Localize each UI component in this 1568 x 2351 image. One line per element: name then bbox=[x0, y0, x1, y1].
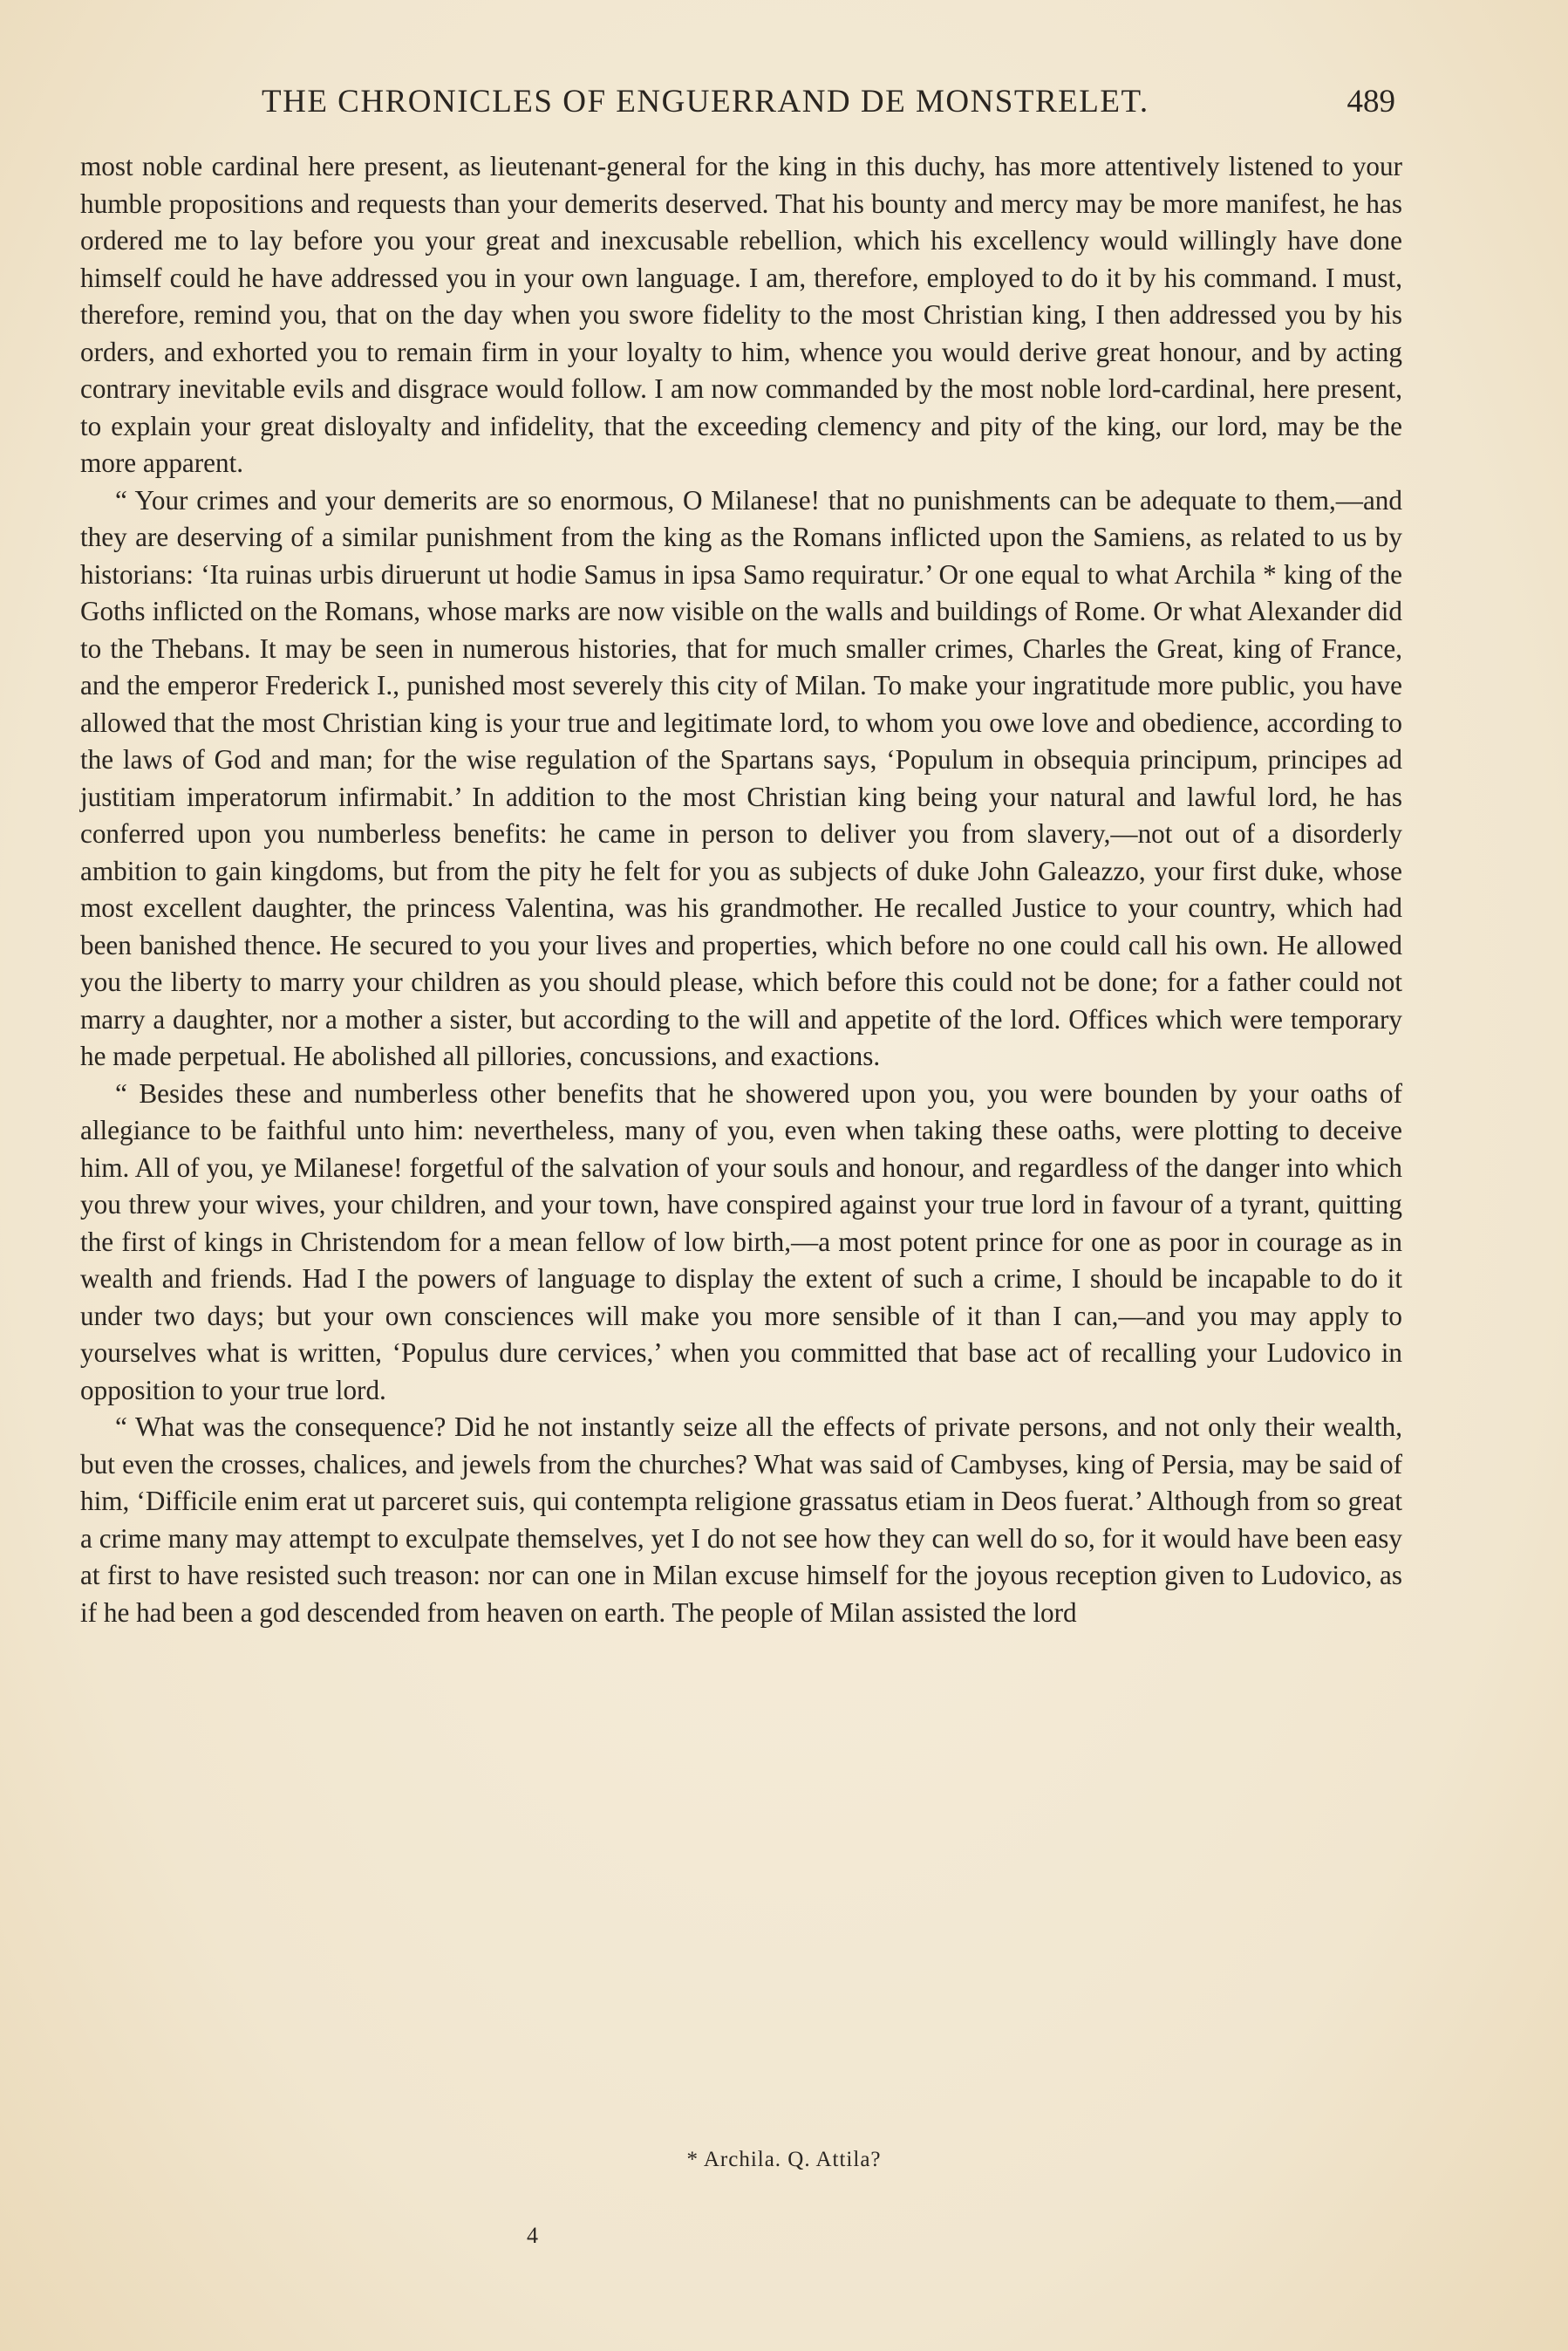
paragraph-4: “ What was the consequence? Did he not instantly seize all the effects of private persons, and not only their wealth, but even the crosses, chalices, and jewels from the churches? What was said of Cambyses, king of Persia, may be said of him, ‘Difficile enim erat ut parceret suis, qui contempta religione grassatus etiam in Deos fuerat.’ Although from so great a crime many may attempt to exculpate themselves, yet I do not see how they can well do so, for it would have been easy at first to have resisted such treason: nor can one in Milan excuse himself for the joyous reception given to Ludovico, as if he had been a god descended from heaven on earth. The people of Milan assisted the lord bbox=[80, 1411, 1402, 1628]
page-number: 489 bbox=[1346, 84, 1395, 120]
paragraph-1: most noble cardinal here present, as lieutenant-general for the king in this duchy, has more attentively listened to your humble propositions and requests than your demerits deserved. That his bounty and mercy may be more manifest, he has ordered me to lay before you your great and inexcusable rebellion, which his excellency would willingly have done himself could he have addressed you in your own language. I am, therefore, employed to do it by his command. I must, therefore, remind you, that on the day when you swore fidelity to the most Christian king, I then addressed you by his orders, and exhorted you to remain firm in your loyalty to him, whence you would derive great honour, and by acting contrary inevitable evils and disgrace would follow. I am now commanded by the most noble lord-cardinal, here present, to explain your great disloyalty and infidelity, that the exceeding clemency and pity of the king, our lord, may be the more apparent. bbox=[80, 151, 1402, 478]
paragraph-2: “ Your crimes and your demerits are so enormous, O Milanese! that no punishments can be adequate to them,—and they are deserving of a similar punishment from the king as the Romans inflicted upon the Samiens, as related to us by historians: ‘Ita ruinas urbis diruerunt ut hodie Samus in ipsa Samo requiratur.’ Or one equal to what Archila * king of the Goths inflicted on the Romans, whose marks are now visible on the walls and buildings of Rome. Or what Alexander did to the Thebans. It may be seen in numerous histories, that for much smaller crimes, Charles the Great, king of France, and the emperor Frederick I., punished most severely this city of Milan. To make your ingratitude more public, you have allowed that the most Christian king is your true and legitimate lord, to whom you owe love and obedience, according to the laws of God and man; for the wise regulation of the Spartans says, ‘Populum in obsequia principum, principes ad justitiam imperatorum infirmabit.’ In addition to the most Christian king being your natural and lawful lord, he has conferred upon you numberless benefits: he came in person to deliver you from slavery,—not out of a disorderly ambition to gain kingdoms, but from the pity he felt for you as subjects of duke John Galeazzo, your first duke, whose most excellent daughter, the princess Valentina, was his grandmother. He recalled Justice to your country, which had been banished thence. He secured to you your lives and properties, which before no one could call his own. He allowed you the liberty to marry your children as you should please, which before this could not be done; for a father could not marry a daughter, nor a mother a sister, but according to the will and appetite of the lord. Offices which were temporary he made perpetual. He abolished all pillories, concussions, and exactions. bbox=[80, 484, 1402, 1071]
running-title: THE CHRONICLES OF ENGUERRAND DE MONSTRELET. bbox=[262, 84, 1149, 120]
body-text bbox=[80, 148, 1402, 1631]
signature-mark: 4 bbox=[527, 2223, 538, 2248]
running-head bbox=[140, 83, 1395, 126]
paragraph-3: “ Besides these and numberless other benefits that he showered upon you, you were bounden by your oaths of allegiance to be faithful unto him: nevertheless, many of you, even when taking these oaths, were plotting to deceive him. All of you, ye Milanese! forgetful of the salvation of your souls and honour, and regardless of the danger into which you threw your wives, your children, and your town, have conspired against your true lord in favour of a tyrant, quitting the first of kings in Christendom for a mean fellow of low birth,—a most potent prince for one as poor in courage as in wealth and friends. Had I the powers of language to display the extent of such a crime, I should be incapable to do it under two days; but your own consciences will make you more sensible of it than I can,—and you may apply to yourselves what is written, ‘Populus dure cervices,’ when you committed that base act of recalling your Ludovico in opposition to your true lord. bbox=[80, 1077, 1402, 1405]
footnote: * Archila. Q. Attila? bbox=[686, 2148, 882, 2171]
